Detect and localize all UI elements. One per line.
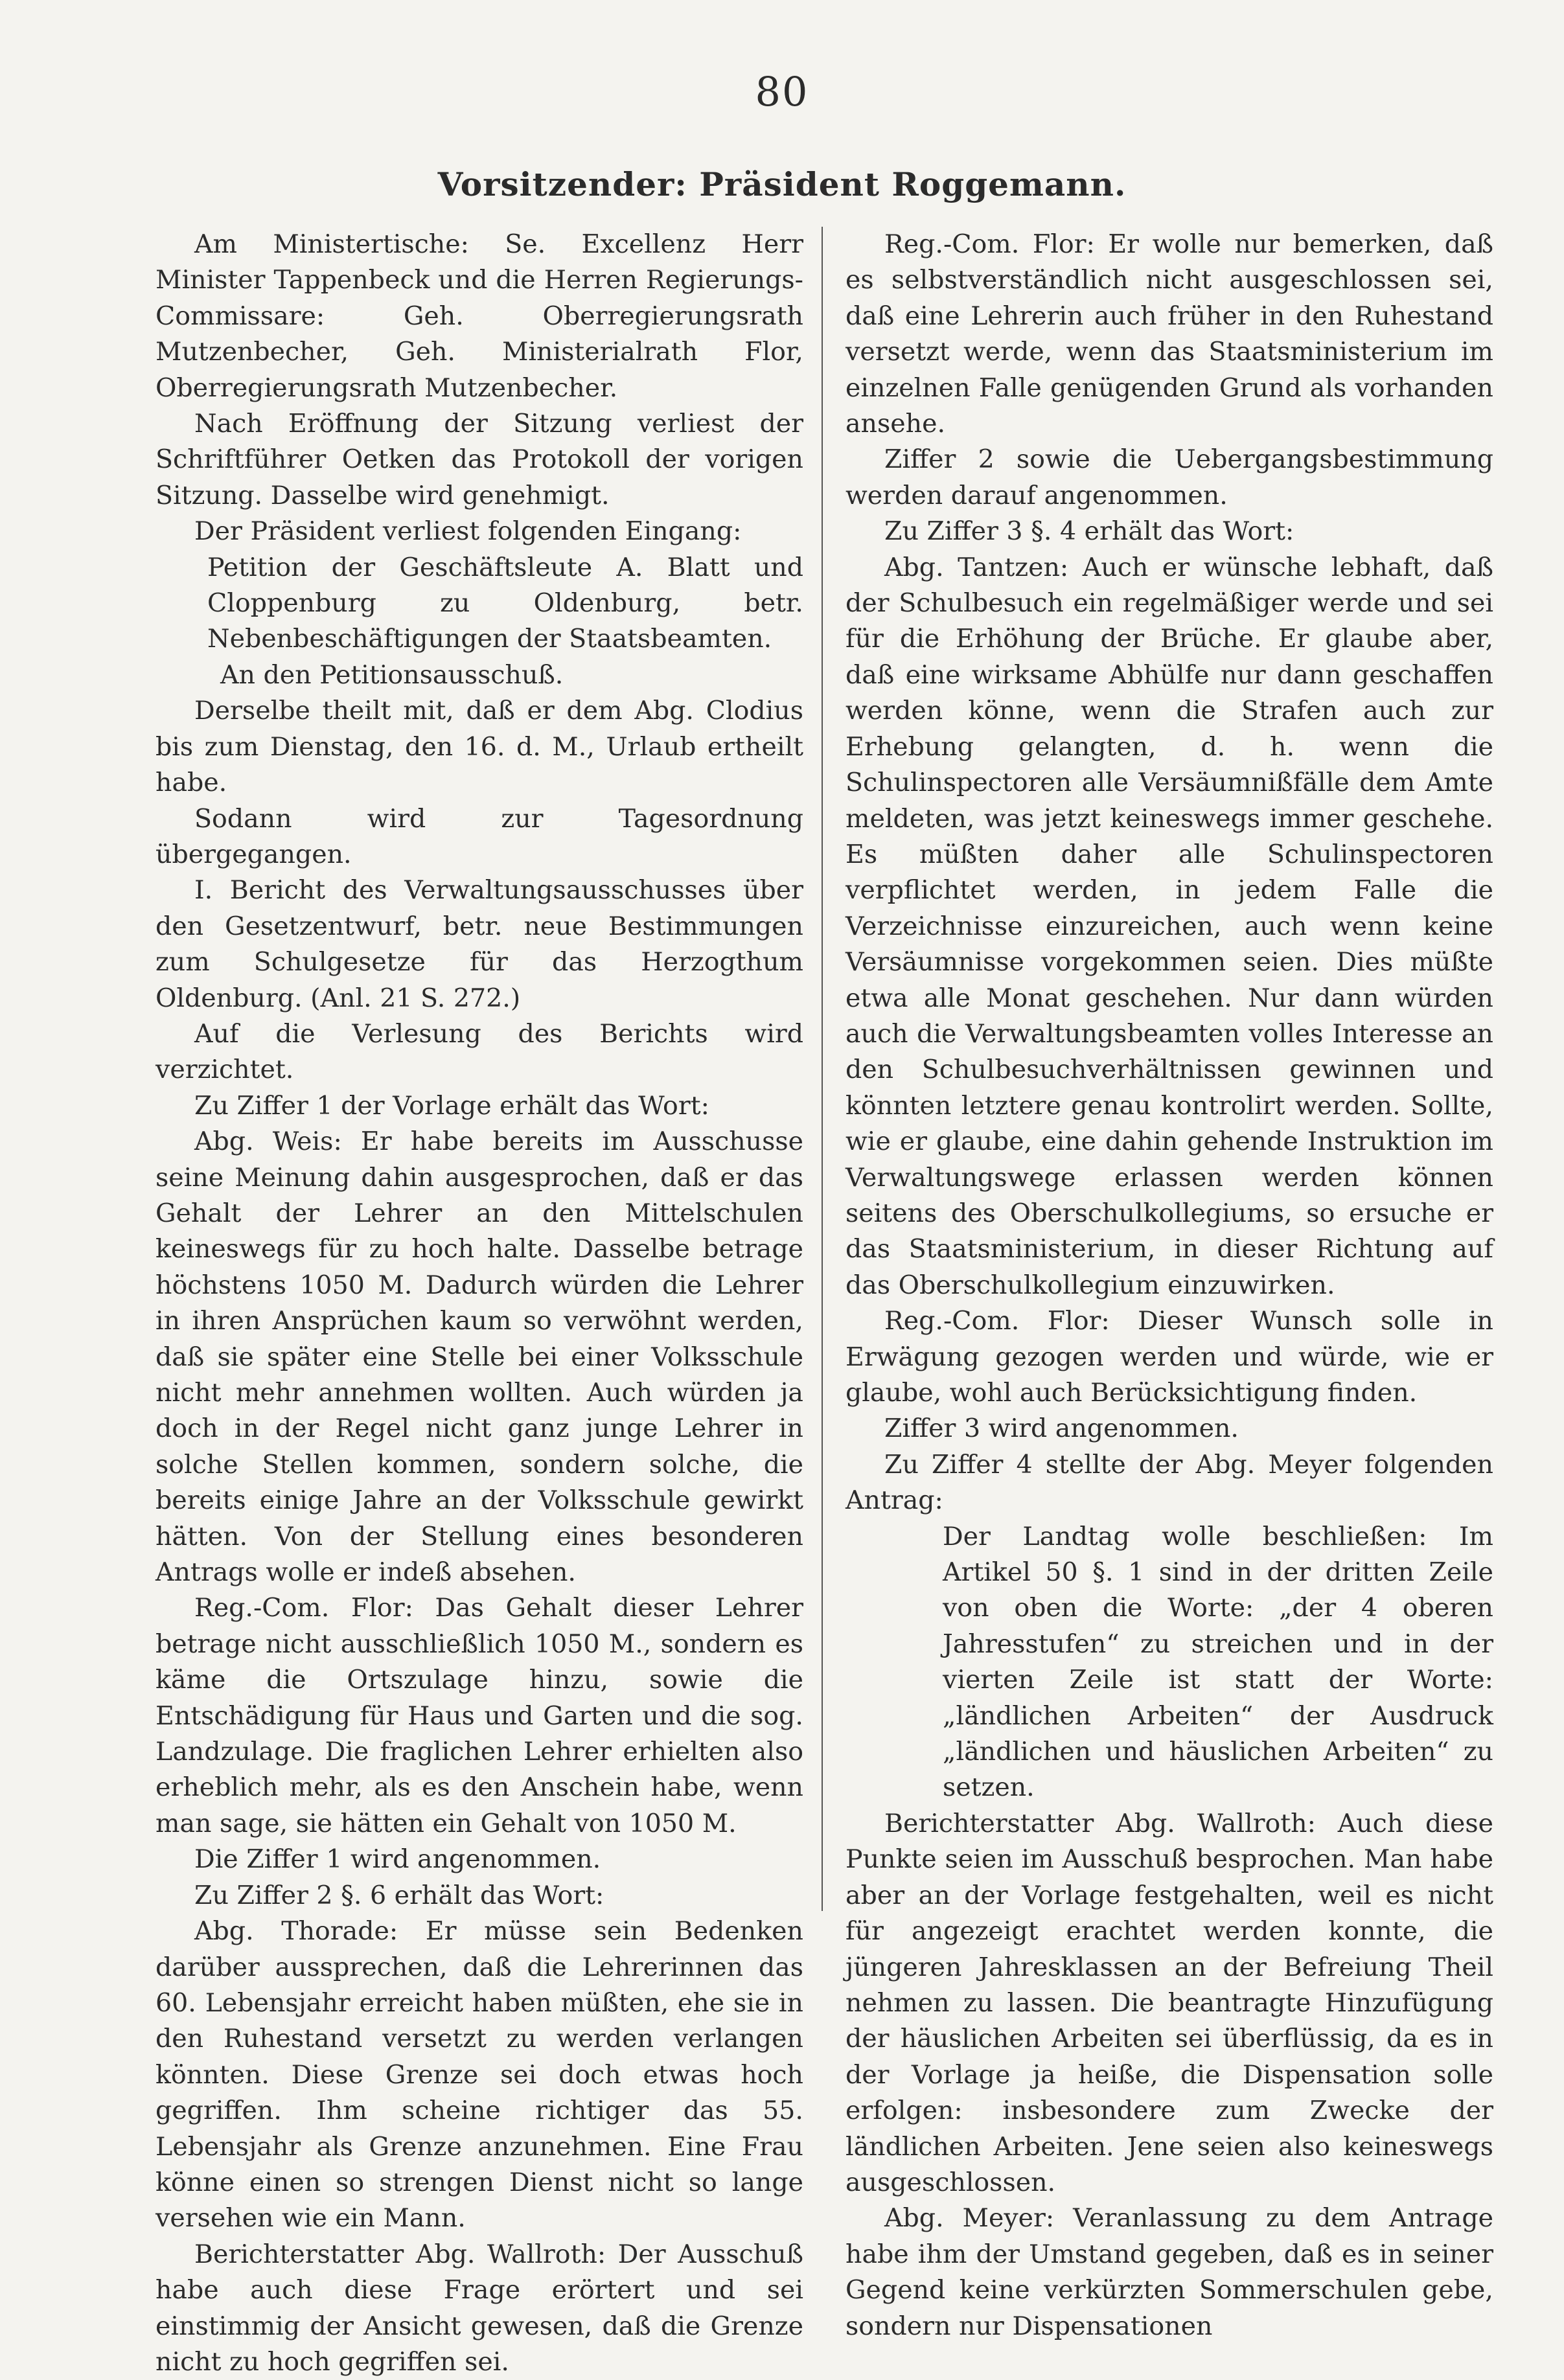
page-number: 80 — [755, 68, 809, 115]
paragraph: Abg. Tantzen: Auch er wünsche lebhaft, daß der Schulbesuch ein regelmäßiger werde und sei für die Erhöhung der Brüche. Er glaube aber, daß eine wirksame Abhülfe nur dann geschaffen werden könne, wenn die Strafen auch zur Erhebung gelangten, d. h. wenn die Schulinspectoren alle Versäumnißfälle dem Amte meldeten, was jetzt keineswegs immer geschehe. Es müßten daher alle Schulinspectoren verpflichtet werden, in jedem Falle die Verzeichnisse einzureichen, auch wenn keine Versäumnisse vorgekommen seien. Dies müßte etwa alle Monat geschehen. Nur dann würden auch die Verwaltungsbeamten volles Interesse an den Schulbesuchverhältnissen gewinnen und könnten letztere genau kontrolirt werden. Sollte, wie er glaube, eine dahin gehende Instruktion im Verwaltungswege erlassen werden können seitens des Oberschulkollegiums, so ersuche er das Staatsministerium, in dieser Richtung auf das Oberschulkollegium einzuwirken. — [845, 552, 1493, 1300]
paragraph: Abg. Meyer: Veranlassung zu dem Antrage habe ihm der Umstand gegeben, daß es in seiner Gegend keine verkürzten Sommerschulen gebe, sondern nur Dispensationen — [845, 2203, 1493, 2341]
paragraph: Abg. Weis: Er habe bereits im Ausschusse seine Meinung dahin ausgesprochen, daß er das Gehalt der Lehrer an den Mittelschulen keineswegs für zu hoch halte. Dasselbe betrage höchstens 1050 M. Dadurch würden die Lehrer in ihren Ansprüchen kaum so verwöhnt werden, daß sie später eine Stelle bei einer Volksschule nicht mehr annehmen wollten. Auch würden ja doch in der Regel nicht ganz junge Lehrer in solche Stellen kommen, sondern solche, die bereits einige Jahre an der Volksschule gewirkt hätten. Von der Stellung eines besonderen Antrags wolle er indeß absehen. — [155, 1127, 803, 1588]
chair-heading: Vorsitzender: Präsident Roggemann. — [437, 165, 1127, 203]
paragraph: Zu Ziffer 1 der Vorlage erhält das Wort: — [194, 1090, 709, 1121]
paragraph: Ziffer 3 wird angenommen. — [884, 1413, 1239, 1444]
paragraph: Zu Ziffer 4 stellte der Abg. Meyer folgenden Antrag: — [845, 1449, 1493, 1516]
paragraph: Ziffer 2 sowie die Uebergangsbestimmung werden darauf angenommen. — [845, 444, 1493, 510]
paragraph: Abg. Thorade: Er müsse sein Bedenken darüber aussprechen, daß die Lehrerinnen das 60. Lebensjahr erreicht haben müßten, ehe sie in den Ruhestand versetzt zu werden verlangen könnten. Diese Grenze sei doch etwas hoch gegriffen. Ihm scheine richtiger das 55. Lebensjahr als Grenze anzunehmen. Eine Frau könne einen so strengen Dienst nicht so lange versehen wie ein Mann. — [155, 1916, 803, 2234]
paragraph: Zu Ziffer 2 §. 6 erhält das Wort: — [194, 1880, 604, 1910]
paragraph: Die Ziffer 1 wird angenommen. — [194, 1844, 601, 1875]
paragraph: Derselbe theilt mit, daß er dem Abg. Clodius bis zum Dienstag, den 16. d. M., Urlaub ertheilt habe. — [155, 696, 803, 798]
paragraph: Berichterstatter Abg. Wallroth: Der Ausschuß habe auch diese Frage erörtert und sei einstimmig der Ansicht gewesen, daß die Grenze nicht zu hoch gegriffen sei. — [155, 2239, 803, 2377]
paragraph: Berichterstatter Abg. Wallroth: Auch diese Punkte seien im Ausschuß besprochen. Man habe aber an der Vorlage festgehalten, weil es nicht für angezeigt erachtet werden konnte, die jüngeren Jahresklassen an der Befreiung Theil nehmen zu lassen. Die beantragte Hinzufügung der häuslichen Arbeiten sei überflüssig, da es in der Vorlage ja heiße, die Dispensation solle erfolgen: insbesondere zum Zwecke der ländlichen Arbeiten. Jene seien also keineswegs ausgeschlossen. — [845, 1808, 1493, 2197]
paragraph: Nach Eröffnung der Sitzung verliest der Schriftführer Oetken das Protokoll der vorigen Sitzung. Dasselbe wird genehmigt. — [155, 409, 803, 510]
paragraph: Sodann wird zur Tagesordnung übergegangen. — [155, 803, 803, 869]
quoted-petition: Petition der Geschäftsleute A. Blatt und Cloppenburg zu Oldenburg, betr. Nebenbeschäftigungen der Staatsbeamten. — [207, 552, 803, 654]
paragraph: Reg.-Com. Flor: Das Gehalt dieser Lehrer betrage nicht ausschließlich 1050 M., sondern es käme die Ortszulage hinzu, sowie die Entschädigung für Haus und Garten und die sog. Landzulage. Die fraglichen Lehrer erhielten also erheblich mehr, als es den Anschein habe, wenn man sage, sie hätten ein Gehalt von 1050 M. — [155, 1593, 803, 1838]
paragraph: Auf die Verlesung des Berichts wird verzichtet. — [155, 1018, 803, 1085]
paragraph: I. Bericht des Verwaltungsausschusses über den Gesetzentwurf, betr. neue Bestimmungen zum Schulgesetze für das Herzogthum Oldenburg. (Anl. 21 S. 272.) — [155, 875, 803, 1013]
right-column — [845, 227, 1493, 2344]
left-column — [155, 227, 803, 2380]
quoted-motion: Der Landtag wolle beschließen: Im Artikel 50 §. 1 sind in der dritten Zeile von oben die Worte: „der 4 oberen Jahresstufen“ zu streichen und in der vierten Zeile ist statt der Worte: „ländlichen Arbeiten“ der Ausdruck „ländlichen und häuslichen Arbeiten“ zu setzen. — [943, 1521, 1493, 1803]
paragraph: An den Petitionsausschuß. — [220, 659, 564, 690]
paragraph: Reg.-Com. Flor: Dieser Wunsch solle in Erwägung gezogen werden und würde, wie er glaube, wohl auch Berücksichtigung finden. — [845, 1306, 1493, 1408]
paragraph: Zu Ziffer 3 §. 4 erhält das Wort: — [884, 516, 1294, 547]
paragraph: Der Präsident verliest folgenden Eingang: — [194, 516, 742, 547]
column-divider — [822, 227, 823, 1911]
paragraph: Reg.-Com. Flor: Er wolle nur bemerken, daß es selbstverständlich nicht ausgeschlossen sei, daß eine Lehrerin auch früher in den Ruhestand versetzt werde, wenn das Staatsministerium im einzelnen Falle genügenden Grund als vorhanden ansehe. — [845, 229, 1493, 439]
paragraph: Am Ministertische: Se. Excellenz Herr Minister Tappenbeck und die Herren Regierungs-Commissare: Geh. Oberregierungsrath Mutzenbecher, Geh. Ministerialrath Flor, Oberregierungsrath Mutzenbecher. — [155, 229, 803, 403]
